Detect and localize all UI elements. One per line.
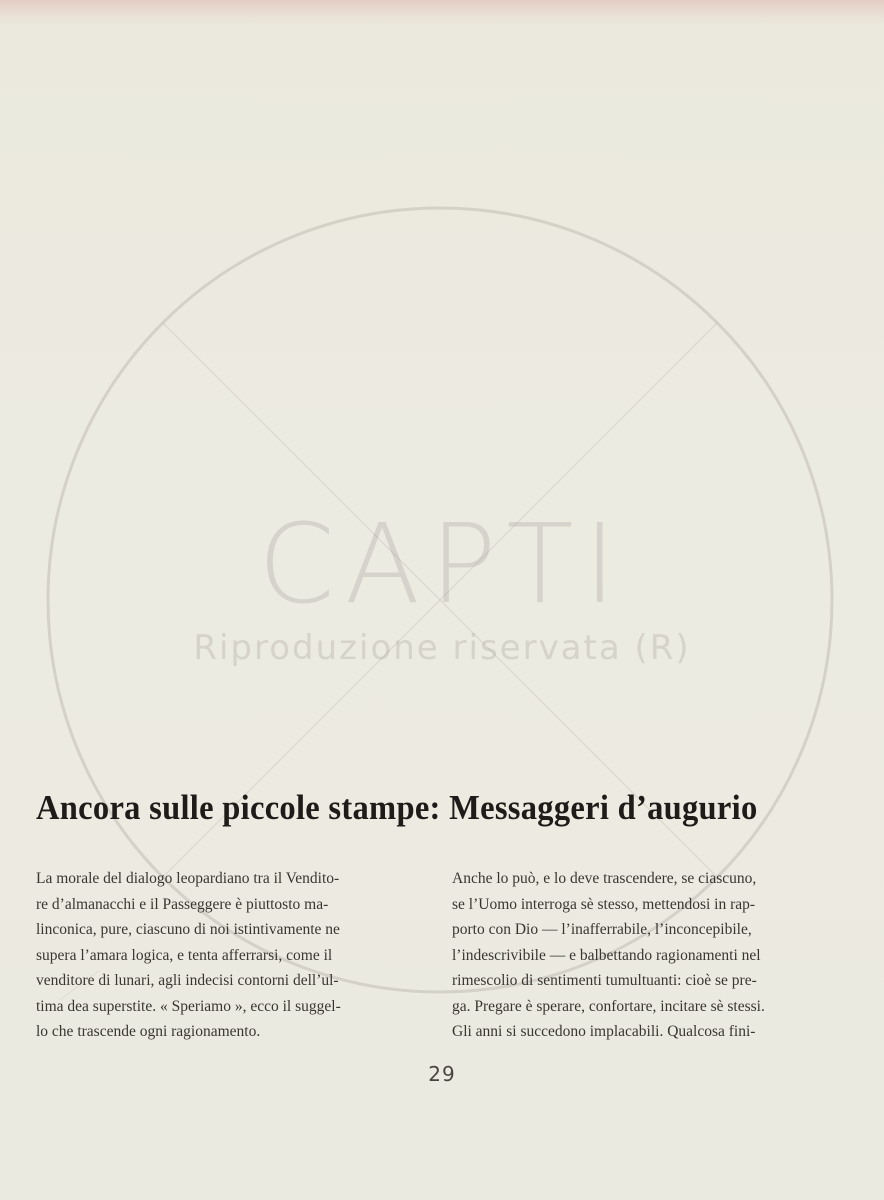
text-line: rimescolio di sentimenti tumultuanti: cioè se pre-: [452, 972, 757, 989]
text-line: venditore di lunari, agli indecisi contorni dell’ul-: [36, 972, 339, 989]
left-column: [36, 866, 382, 1045]
text-line: porto con Dio — l’inafferrabile, l’inconcepibile,: [452, 921, 752, 938]
text-line: tima dea superstite. « Speriamo », ecco il suggel-: [36, 997, 341, 1015]
right-column: [452, 866, 798, 1045]
text-line: re d’almanacchi e il Passeggere è piuttosto ma-: [36, 895, 329, 913]
text-line: ga. Pregare è sperare, confortare, incitare sè stessi.: [452, 997, 765, 1015]
text-line: lo che trascende ogni ragionamento.: [36, 1023, 261, 1040]
text-line: Anche lo può, e lo deve trascendere, se ciascuno,: [452, 870, 757, 887]
text-line: l’indescrivibile — e balbettando ragionamenti nel: [452, 946, 761, 964]
text-line: supera l’amara logica, e tenta afferrarsi, come il: [36, 946, 333, 964]
text-line: La morale del dialogo leopardiano tra il Vendito-: [36, 870, 340, 887]
text-line: Gli anni si succedono implacabili. Qualcosa fini-: [452, 1023, 756, 1040]
text-line: se l’Uomo interroga sè stesso, mettendosi in rap-: [452, 895, 756, 913]
text-line: linconica, pure, ciascuno di noi istintivamente ne: [36, 921, 340, 938]
watermark-title: CAPTI: [257, 500, 627, 628]
article-headline: Ancora sulle piccole stampe: Messaggeri d’augurio: [36, 788, 758, 827]
page-number: 29: [428, 1062, 456, 1086]
paper-stain: [0, 0, 884, 28]
watermark-subtitle: Riproduzione riservata (R): [193, 628, 691, 668]
